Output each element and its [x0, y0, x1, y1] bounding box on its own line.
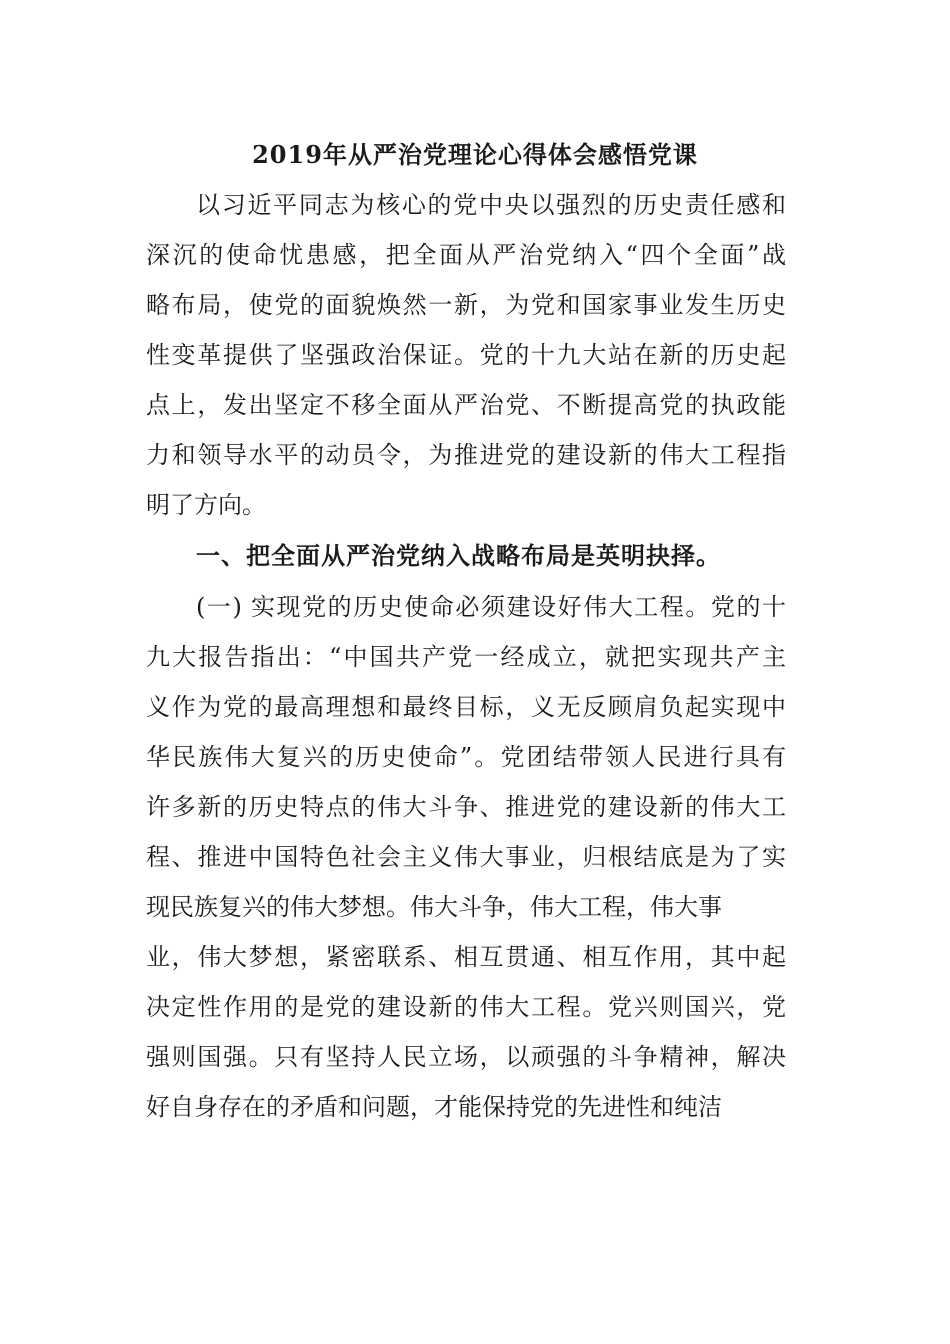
body-line: 义作为党的最高理想和最终目标，义无反顾肩负起实现中: [146, 693, 786, 721]
body-line: 强则国强。只有坚持人民立场，以顽强的斗争精神，解决: [146, 1043, 786, 1071]
intro-line: 以习近平同志为核心的党中央以强烈的历史责任感和: [196, 191, 786, 219]
body-line: 好自身存在的矛盾和问题，才能保持党的先进性和纯洁: [146, 1093, 722, 1121]
intro-line: 略布局，使党的面貌焕然一新，为党和国家事业发生历史: [146, 291, 786, 319]
body-line: 华民族伟大复兴的历史使命”。党团结带领人民进行具有: [146, 743, 786, 771]
intro-line: 力和领导水平的动员令，为推进党的建设新的伟大工程指: [146, 441, 786, 469]
body-line: 九大报告指出：“中国共产党一经成立，就把实现共产主: [146, 643, 786, 671]
body-line: 许多新的历史特点的伟大斗争、推进党的建设新的伟大工: [146, 793, 786, 821]
body-line: 决定性作用的是党的建设新的伟大工程。党兴则国兴，党: [146, 993, 786, 1021]
body-line: 现民族复兴的伟大梦想。伟大斗争，伟大工程，伟大事: [146, 893, 722, 921]
intro-line: 明了方向。: [146, 491, 266, 519]
section-heading: 一、把全面从严治党纳入战略布局是英明抉择。: [196, 541, 721, 570]
intro-line: 性变革提供了坚强政治保证。党的十九大站在新的历史起: [146, 341, 786, 369]
body-line: 业，伟大梦想，紧密联系、相互贯通、相互作用，其中起: [146, 943, 786, 971]
body-line: (一) 实现党的历史使命必须建设好伟大工程。党的十: [196, 593, 786, 621]
document-title: 2019年从严治党理论心得体会感悟党课: [252, 140, 698, 169]
intro-line: 深沉的使命忧患感，把全面从严治党纳入“四个全面”战: [146, 241, 786, 269]
body-line: 程、推进中国特色社会主义伟大事业，归根结底是为了实: [146, 843, 786, 871]
intro-line: 点上，发出坚定不移全面从严治党、不断提高党的执政能: [146, 391, 786, 419]
